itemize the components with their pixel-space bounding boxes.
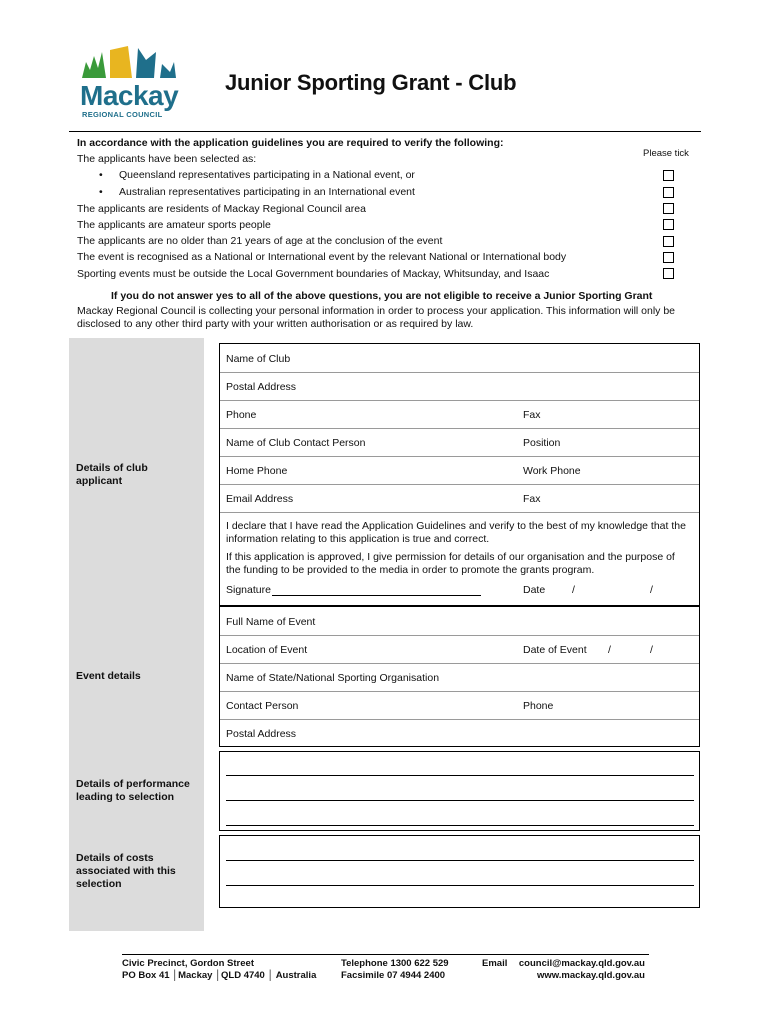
costs-label-line-1: Details of costs [76,852,154,864]
criteria-item-4: The event is recognised as a National or International event by the relevant National or International body [77,251,567,263]
footer-address [122,958,316,982]
event-contact-row[interactable] [220,691,699,720]
home-phone-label: Home Phone [226,465,288,477]
tick-checkbox-7[interactable] [663,268,674,279]
footer-rule [122,954,649,955]
page-title: Junior Sporting Grant - Club [225,70,517,95]
eligibility-warning: If you do not answer yes to all of the above questions, you are not eligible to receive a Junior Sporting Grant [111,290,653,302]
event-location-row[interactable] [220,635,699,664]
signature-line[interactable] [272,595,481,596]
phone-fax-row[interactable] [220,400,699,429]
footer-address-line-1: Civic Precinct, Gordon Street [122,958,254,969]
costs-section-label [76,852,176,891]
label-column [69,338,204,931]
footer-phone [341,958,449,982]
performance-section-label [76,778,190,804]
costs-label-line-2: associated with this [76,865,176,877]
work-phone-label: Work Phone [523,465,581,477]
club-details-box [219,343,700,606]
costs-line-1[interactable] [226,860,694,861]
footer-telephone: Telephone 1300 622 529 [341,958,449,969]
logo-word: Mackay [80,80,179,111]
privacy-line-2: disclosed to any other third party with your written authorisation or as required by law. [77,318,474,330]
event-name-label: Full Name of Event [226,616,316,628]
tick-checkbox-1[interactable] [663,170,674,181]
footer-facsimile: Facsimile 07 4944 2400 [341,970,446,981]
costs-details-box[interactable] [219,835,700,908]
tick-checkbox-6[interactable] [663,252,674,263]
signature-label: Signature [226,584,271,596]
footer-website[interactable]: www.mackay.qld.gov.au [536,970,645,981]
event-date-label: Date of Event [523,644,587,656]
event-section-label: Event details [76,670,141,682]
event-postal-label: Postal Address [226,728,297,740]
club-label-line-2: applicant [76,475,123,487]
club-name-row[interactable] [220,344,699,373]
approval-text [226,551,696,577]
fax2-label: Fax [523,493,541,505]
approval-line-1: If this application is approved, I give permission for details of our organisation and the purpose of [226,551,675,563]
footer-contact [517,958,645,982]
event-details-box [219,606,700,747]
tick-checkbox-5[interactable] [663,236,674,247]
club-name-label: Name of Club [226,353,291,365]
tick-checkbox-4[interactable] [663,219,674,230]
contact-person-row[interactable] [220,428,699,457]
home-work-phone-row[interactable] [220,456,699,485]
logo-mark-icon [80,44,180,84]
footer-address-line-2: PO Box 41 │Mackay │QLD 4740 │ Australia [122,970,317,981]
date-slash-2: / [650,584,653,596]
postal-address-row[interactable] [220,372,699,401]
event-location-label: Location of Event [226,644,308,656]
costs-label-line-3: selection [76,878,122,890]
performance-line-1[interactable] [226,775,694,776]
bullet-icon: • [99,186,103,198]
tick-checkbox-2[interactable] [663,187,674,198]
declaration-line-1: I declare that I have read the Application Guidelines and verify to the best of my knowledge that the [226,520,686,532]
declaration-text [226,520,696,546]
contact-person-label: Name of Club Contact Person [226,437,366,449]
email-address-label: Email Address [226,493,294,505]
performance-label-line-1: Details of performance [76,778,190,790]
sporting-org-label: Name of State/National Sporting Organisation [226,672,440,684]
declaration-line-2: information relating to this application is true and correct. [226,533,490,545]
criteria-bullet-2: Australian representatives participating in an International event [119,186,415,198]
phone-label: Phone [226,409,257,421]
position-label: Position [523,437,561,449]
postal-address-label: Postal Address [226,381,297,393]
footer-email[interactable]: council@mackay.qld.gov.au [518,958,645,969]
verify-heading: In accordance with the application guidelines you are required to verify the following: [77,137,504,149]
email-fax-row[interactable] [220,484,699,513]
criteria-item-3: The applicants are no older than 21 years of age at the conclusion of the event [77,235,443,247]
footer-email-label: Email [482,958,508,969]
event-postal-row[interactable] [220,719,699,747]
event-date-slash-2: / [650,644,653,656]
date-slash-1: / [572,584,575,596]
tick-checkbox-3[interactable] [663,203,674,214]
selected-label: The applicants have been selected as: [77,153,257,165]
criteria-item-5: Sporting events must be outside the Local Government boundaries of Mackay, Whitsunday, and Isaac [77,268,550,280]
criteria-item-1: The applicants are residents of Mackay Regional Council area [77,203,366,215]
mackay-logo [80,44,180,120]
event-name-row[interactable] [220,607,699,636]
event-contact-label: Contact Person [226,700,299,712]
event-date-slash-1: / [608,644,611,656]
date-label: Date [523,584,546,596]
approval-line-2: the funding to be provided to the media in order to promote the grants program. [226,564,595,576]
criteria-item-2: The applicants are amateur sports people [77,219,271,231]
bullet-icon: • [99,169,103,181]
please-tick-label: Please tick [643,148,689,159]
privacy-line-1: Mackay Regional Council is collecting your personal information in order to process your application. This information will only be [77,305,676,317]
logo-subtitle: REGIONAL COUNCIL [82,110,163,119]
performance-details-box[interactable] [219,751,700,831]
sporting-org-row[interactable] [220,663,699,692]
criteria-bullet-1: Queensland representatives participating in a National event, or [119,169,415,181]
top-rule [69,131,701,132]
fax-label: Fax [523,409,541,421]
club-section-label [76,462,148,488]
performance-line-2[interactable] [226,800,694,801]
club-label-line-1: Details of club [76,462,148,474]
event-phone-label: Phone [523,700,554,712]
performance-line-3[interactable] [226,825,694,826]
costs-line-2[interactable] [226,885,694,886]
performance-label-line-2: leading to selection [76,791,175,803]
